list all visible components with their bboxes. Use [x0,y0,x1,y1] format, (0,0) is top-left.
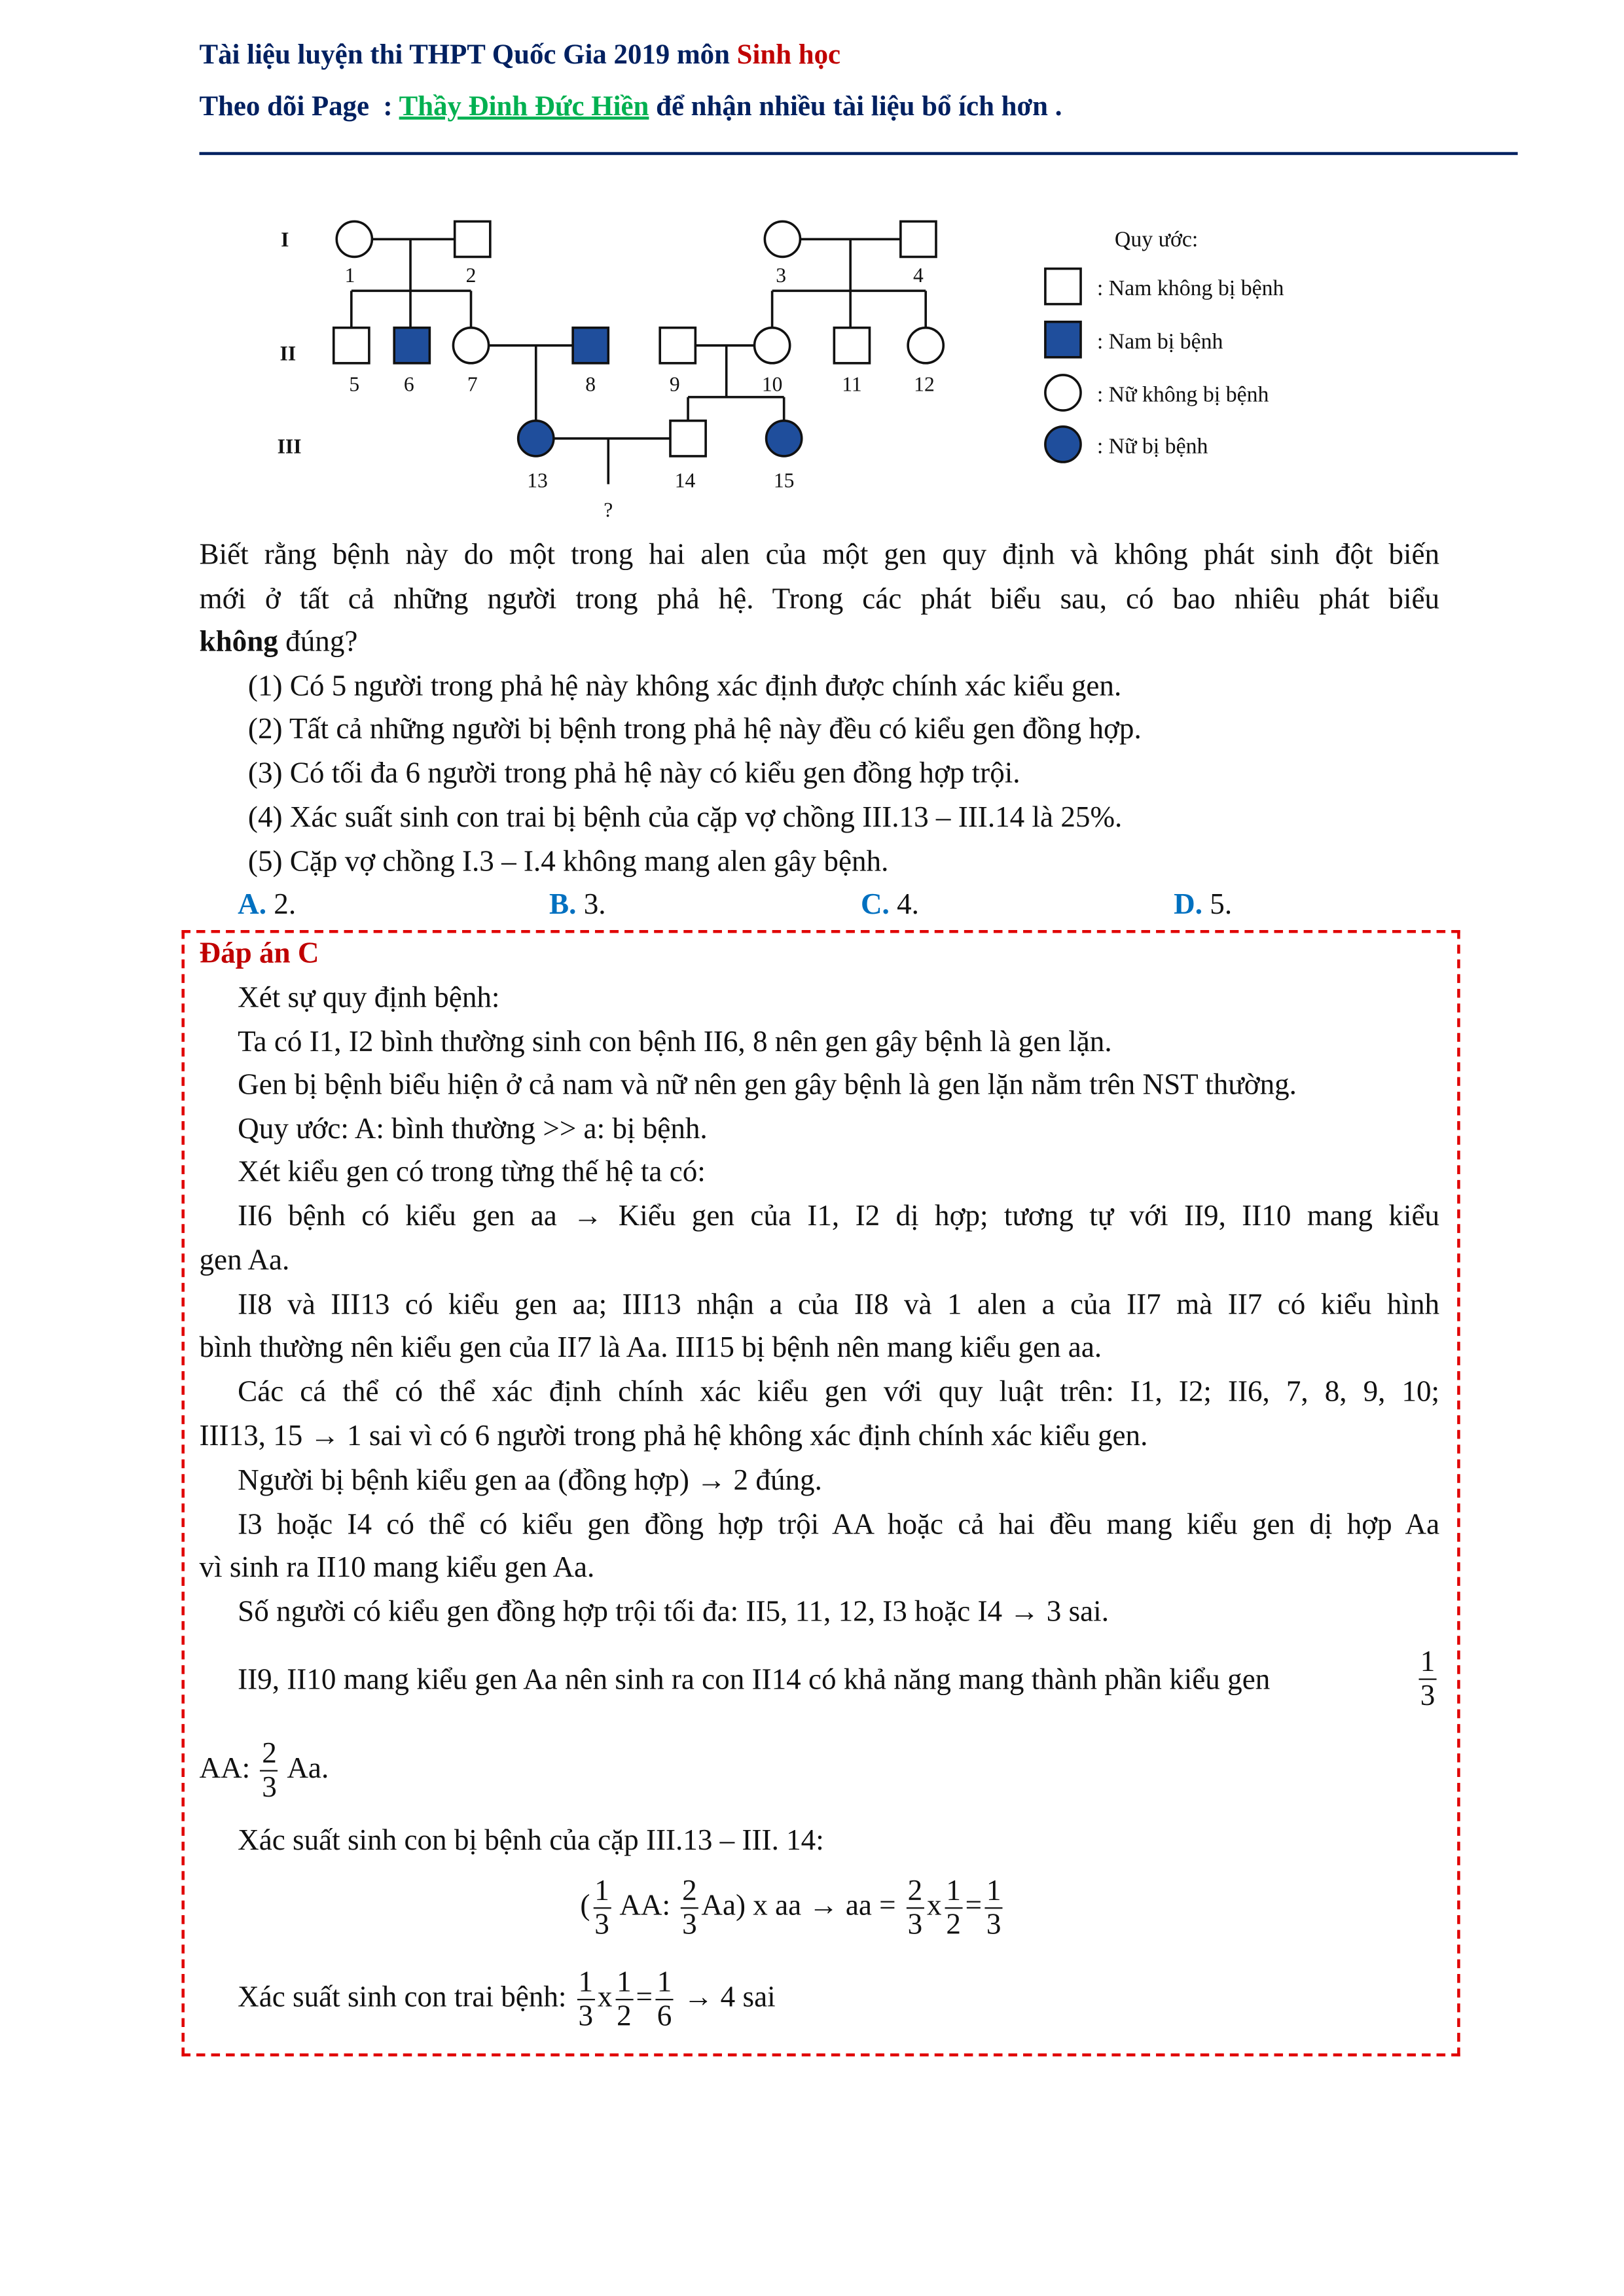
answer-text: Xác suất sinh con trai bệnh: [238,1981,574,2014]
option-letter: B. [549,888,577,922]
individual-label: 14 [674,469,696,492]
answer-line: Số người có kiểu gen đồng hợp trội tối đa: II5, 11, 12, I3 hoặc I4 → 3 sai. [238,1596,1110,1628]
option-letter: C. [860,888,890,922]
fraction [615,1966,633,2032]
numerator: 1 [577,1966,594,2000]
individual-label: 6 [403,372,414,396]
fraction [655,1966,673,2032]
formula-text: = [965,1890,983,1922]
individual-label: 13 [527,469,548,492]
numerator: 1 [615,1966,633,2000]
option-letter: D. [1174,888,1202,922]
individual-iii13 [518,421,554,456]
individual-i3 [765,221,800,257]
generation-label: III [277,435,302,458]
fraction [261,1738,278,1804]
formula-text: Aa) x aa → aa = [701,1890,903,1922]
question-tail: đúng? [278,626,358,658]
denominator: 3 [986,1909,1001,1941]
numerator: 2 [906,1874,924,1909]
header-title-text: Tài liệu luyện thi THPT Quốc Gia 2019 môn [199,39,737,71]
answer-line: gen Aa. [199,1244,290,1278]
follow-link[interactable]: Thầy Đinh Đức Hiền [399,91,649,123]
option-value: 4. [889,888,919,922]
formula-text: AA: [613,1890,678,1922]
denominator: 3 [1420,1679,1435,1713]
legend-female-unaffected-icon [1045,375,1081,410]
individual-ii10 [755,328,790,363]
numerator: 2 [681,1874,698,1909]
legend-male-affected-icon [1045,322,1081,357]
individual-ii6 [394,328,429,363]
answer-line [238,1646,1439,1712]
question-bold-word: không [199,626,278,658]
fraction [985,1874,1003,1941]
answer-line: Người bị bệnh kiểu gen aa (đồng hợp) → 2 đúng. [238,1464,822,1498]
formula-text: x [926,1890,942,1922]
legend-title: Quy ước: [1114,227,1199,252]
individual-ii11 [834,328,869,363]
numerator: 1 [593,1874,611,1909]
answer-line: I3 hoặc I4 có thể có kiểu gen đồng hợp trội AA hoặc cả hai đều mang kiểu gen dị hợp Aa [238,1509,1440,1541]
fraction [906,1874,924,1941]
individual-i4 [901,221,936,257]
denominator: 3 [578,2000,594,2033]
statement: (1) Có 5 người trong phả hệ này không xác định được chính xác kiểu gen. [247,670,1122,703]
individual-i2 [455,221,490,257]
follow-prefix: Theo dõi Page : [199,91,399,123]
fraction [1419,1646,1437,1712]
legend-item: : Nam không bị bệnh [1096,276,1284,301]
generation-label: II [280,342,297,365]
formula-text: → 4 sai [676,1981,776,2014]
answer-line: II6 bệnh có kiểu gen aa → Kiểu gen của I1, I2 dị hợp; tương tự với II9, II10 mang kiểu [238,1200,1440,1233]
formula-text: = [636,1981,653,2014]
statement: (5) Cặp vợ chồng I.3 – I.4 không mang alen gây bệnh. [247,846,889,879]
individual-ii9 [660,328,695,363]
answer-line: vì sinh ra II10 mang kiểu gen Aa. [199,1551,595,1585]
answer-line: Quy ước: A: bình thường >> a: bị bệnh. [238,1113,708,1146]
individual-ii8 [573,328,608,363]
answer-line: Gen bị bệnh biểu hiện ở cả nam và nữ nên gen gây bệnh là gen lặn nằm trên NST thường. [238,1068,1297,1102]
answer-line: Các cá thể có thể xác định chính xác kiểu gen với quy luật trên: I1, I2; II6, 7, 8, 9, 10; [238,1376,1440,1408]
unknown-child-label: ? [604,498,613,522]
answer-line [238,1966,775,2032]
numerator: 1 [985,1874,1003,1909]
individual-label: 5 [349,372,360,396]
option-b[interactable] [549,888,605,923]
individual-label: 15 [773,469,795,492]
denominator: 3 [682,1909,697,1941]
question-text: mới ở tất cả những người trong phả hệ. Trong các phát biểu sau, có bao nhiêu phát biểu [199,583,1440,616]
denominator: 3 [907,1909,923,1941]
option-value: 2. [266,888,297,922]
legend-item: : Nam bị bệnh [1096,329,1223,354]
individual-label: 12 [914,372,935,396]
statement: (2) Tất cả những người bị bệnh trong phả hệ này đều có kiểu gen đồng hợp. [247,713,1142,746]
individual-label: 1 [344,263,355,287]
individual-iii15 [767,421,802,456]
answer-line: Xét kiểu gen có trong từng thế hệ ta có: [238,1156,706,1189]
fraction [681,1874,698,1941]
individual-ii12 [908,328,943,363]
option-letter: A. [238,888,267,922]
answer-line: Xét sự quy định bệnh: [238,981,500,1014]
denominator: 2 [946,1909,961,1941]
answer-text: Aa. [281,1752,329,1785]
statement: (4) Xác suất sinh con trai bị bệnh của cặp vợ chồng III.13 – III.14 là 25%. [247,801,1123,834]
fraction [945,1874,962,1941]
legend-item: : Nữ bị bệnh [1096,434,1208,459]
legend-female-affected-icon [1045,427,1081,462]
option-c[interactable] [861,888,919,923]
individual-label: 2 [465,263,477,287]
answer-title: Đáp án C [199,937,319,970]
fraction [593,1874,611,1941]
formula-text: ( [580,1890,590,1922]
statement: (3) Có tối đa 6 người trong phả hệ này có kiểu gen đồng hợp trội. [247,757,1020,790]
legend-item: : Nữ không bị bệnh [1096,382,1269,407]
denominator: 6 [657,2000,672,2033]
denominator: 2 [617,2000,632,2033]
pedigree-chart [0,0,1624,531]
individual-ii7 [453,328,488,363]
answer-line: bình thường nên kiểu gen của II7 là Aa. III15 bị bệnh nên mang kiểu gen aa. [199,1331,1102,1365]
legend-male-unaffected-icon [1045,269,1081,304]
answer-text: AA: [199,1752,258,1785]
individual-ii5 [334,328,369,363]
individual-label: 8 [585,372,596,396]
option-value: 3. [576,888,606,922]
answer-text: II9, II10 mang kiểu gen Aa nên sinh ra con II14 có khả năng mang thành phần kiểu gen [238,1662,1271,1696]
answer-line [199,1738,329,1804]
fraction [577,1966,594,2032]
answer-line: Ta có I1, I2 bình thường sinh con bệnh II6, 8 nên gen gây bệnh là gen lặn. [238,1026,1112,1059]
individual-label: 10 [761,372,783,396]
generation-label: I [281,228,289,251]
numerator: 1 [945,1874,962,1909]
header-subject: Sinh học [736,39,841,71]
denominator: 3 [262,1771,277,1804]
individual-iii14 [670,421,706,456]
answer-line: II8 và III13 có kiểu gen aa; III13 nhận a của II8 và 1 alen a của II7 mà II7 có kiểu hình [238,1289,1440,1321]
option-a[interactable] [238,888,296,923]
question-text: Biết rằng bệnh này do một trong hai alen của một gen quy định và không phát sinh đột biến [199,539,1440,571]
option-d[interactable] [1174,888,1232,923]
answer-line: III13, 15 → 1 sai vì có 6 người trong phả hệ không xác định chính xác kiểu gen. [199,1420,1148,1453]
individual-label: 3 [776,263,787,287]
pedigree-legend [1045,228,1284,462]
individual-label: 7 [467,372,478,396]
numerator: 1 [1419,1646,1437,1680]
option-value: 5. [1202,888,1233,922]
formula-text: x [597,1981,613,2014]
probability-formula [580,1874,1005,1941]
individual-label: 9 [669,372,680,396]
answer-line: Xác suất sinh con bị bệnh của cặp III.13 – III. 14: [238,1824,824,1857]
individual-label: 4 [913,263,924,287]
numerator: 1 [655,1966,673,2000]
follow-suffix: để nhận nhiều tài liệu bổ ích hơn . [649,91,1062,123]
numerator: 2 [261,1738,278,1772]
individual-i1 [336,221,372,257]
individual-label: 11 [842,372,862,396]
question-text [199,624,357,660]
denominator: 3 [594,1909,609,1941]
